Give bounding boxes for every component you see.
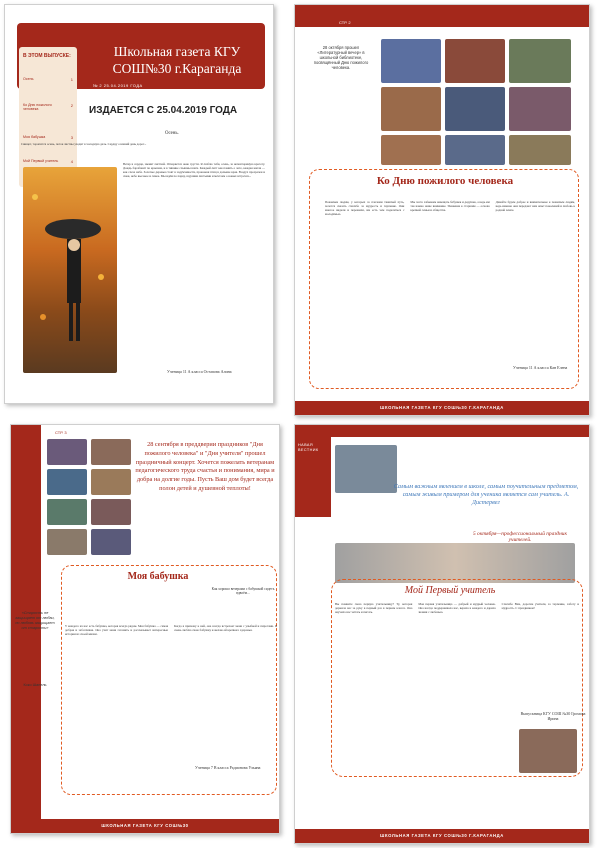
sidebar-num-4: 4 bbox=[70, 159, 73, 164]
section-heading: Моя бабушка bbox=[127, 571, 189, 582]
newspaper-page-1 bbox=[4, 4, 274, 404]
event-photo-6 bbox=[509, 87, 571, 131]
newspaper-page-4 bbox=[294, 424, 590, 844]
section-heading: Мой Первый учитель bbox=[404, 585, 496, 596]
event-headline: 28 сентября в преддверии праздников "Дня пожилого человека" и "Дня учителя" прошел праздничный концерт. Хочется пожелать ветеранам педагогического труда счастья и понимания, мира и добра на долгие годы. Пусть Ваш дом будет всегда полон детей и душевной теплоты! bbox=[135, 441, 275, 492]
sidebar-item-4: Мой Первый учитель bbox=[23, 159, 59, 163]
event-photo-7 bbox=[381, 135, 441, 165]
sidebar-title: В ЭТОМ ВЫПУСКЕ: bbox=[23, 53, 71, 59]
sidebar-num-3: 3 bbox=[70, 135, 73, 140]
article-frame bbox=[61, 565, 277, 795]
page-footer: ШКОЛЬНАЯ ГАЗЕТА КГУ СОШ№30 Г.КАРАГАНДА bbox=[295, 829, 589, 843]
column-1: У каждого из нас есть бабушка, которая всегда рядом. Моя бабушка — самая добрая и заботливая. Она учит меня готовить и рассказывает интересные истории из своей жизни. bbox=[65, 624, 168, 636]
quote-author: Коко Шанель bbox=[23, 683, 47, 687]
sidebar-item-3: Моя бабушка bbox=[23, 135, 46, 139]
concert-photo-4 bbox=[91, 469, 131, 495]
author-signature: Выпускница КГУ СОШ №30 Громова Ирина bbox=[520, 711, 586, 721]
section-heading: Ко Дню пожилого человека bbox=[376, 175, 514, 187]
event-photo-5 bbox=[445, 87, 505, 131]
concert-photo-8 bbox=[91, 529, 131, 555]
column-2: Моя первая учительница — добрый и мудрый человек. Она всегда поддерживала нас, верила в каждого и дарила знания с любовью. bbox=[418, 602, 496, 614]
issue-date: № 2 25.04.2019 ГОДА bbox=[93, 83, 143, 88]
author-signature: Ученица 11 А класса Кан Елена bbox=[513, 365, 568, 370]
column-2: Мы часто забываем навещать бабушек и дедушек, а ведь им так важно наше внимание. Уважение к старшим — основа крепкой семьи и общества. bbox=[410, 200, 490, 212]
teachers-photo bbox=[335, 445, 397, 493]
sidebar-item-2: Ко Дню пожилого человека bbox=[23, 103, 52, 112]
event-photo-3 bbox=[509, 39, 571, 83]
article-lead: Свищет, торопится осень, поток листвы уходит в холодную даль. Сердцу осенний день дорог... bbox=[21, 142, 147, 146]
article-title: Осень. bbox=[165, 131, 179, 136]
autumn-photo bbox=[23, 167, 117, 373]
section-label: НАВАЯ ВЕСТНИК bbox=[298, 443, 319, 452]
quote-text: «Старость не защищает от любви, но любовь защищает от старости» bbox=[15, 611, 55, 630]
issue-contents-sidebar bbox=[19, 47, 77, 187]
event-photo-4 bbox=[381, 87, 441, 131]
concert-photo-3 bbox=[47, 469, 87, 495]
event-photo-1 bbox=[381, 39, 441, 83]
page-footer: ШКОЛЬНАЯ ГАЗЕТА КГУ СОШ№30 Г.КАРАГАНДА bbox=[295, 401, 589, 415]
author-signature: Ученица 11 А класса Остапова Алина bbox=[167, 369, 232, 374]
group-photo bbox=[335, 543, 575, 583]
concert-photo-1 bbox=[47, 439, 87, 465]
event-photo-2 bbox=[445, 39, 505, 83]
concert-photo-2 bbox=[91, 439, 131, 465]
sidebar-num-2: 2 bbox=[70, 103, 73, 108]
article-body: Ветер в сердце, звенит листвой. Отворяется окно грусти. Я люблю тебя, осень, за неповторимую красоту. Дождь барабанит по крышам, и в тишине слышны шаги. Каждый лист как память о лете, каждая капля — как слеза неба. Золотые деревья стоят в задумчивости, провожая птиц в дальние края. Воздух прозрачен и свеж, небо высокое и синее. Мы идём по парку, шуршим листьями и мечтаем о новых встречах... bbox=[123, 162, 265, 178]
headline: ИЗДАЕТСЯ С 25.04.2019 ГОДА bbox=[89, 105, 238, 116]
column-2: Когда я прихожу к ней, она всегда встречает меня с улыбкой и пирогами. Я очень люблю свою бабушку и желаю ей крепкого здоровья. bbox=[174, 624, 277, 632]
page-footer: ШКОЛЬНАЯ ГАЗЕТА КГУ СОШ№30 bbox=[11, 819, 279, 833]
concert-photo-6 bbox=[91, 499, 131, 525]
article-columns bbox=[325, 201, 575, 217]
article-columns bbox=[335, 603, 579, 615]
intro-text: 28 октября прошел «Литературный вечер» в школьной библиотеке, посвящённый Дню пожилого человека. bbox=[313, 45, 369, 70]
column-3: Давайте будем добрее и внимательнее к пожилым людям, ведь именно они передают нам опыт поколений и любовь к родной земле. bbox=[495, 200, 575, 212]
newspaper-page-2 bbox=[294, 4, 590, 416]
epigraph-quote: Самым важным явлением в школе, самым поучительным предметом, самым живым примером для ученика является сам учитель. А. Дистервег bbox=[393, 483, 579, 506]
page-label: СТР. 3 bbox=[55, 430, 67, 435]
column-3: Спасибо Вам, дорогие учителя, за терпение, заботу и мудрость. С праздником! bbox=[501, 602, 579, 610]
top-bar bbox=[295, 425, 589, 437]
newspaper-title: Школьная газета КГУ СОШ№30 г.Караганда bbox=[112, 44, 242, 76]
author-signature: Ученица 7 В класса Радионова Ульяна bbox=[195, 765, 261, 770]
teacher-portrait bbox=[519, 729, 577, 773]
page-label: СТР. 2 bbox=[339, 20, 351, 25]
concert-photo-7 bbox=[47, 529, 87, 555]
sidebar-item-1: Осень bbox=[23, 77, 34, 81]
event-photo-9 bbox=[509, 135, 571, 165]
holiday-subheading: 5 октября—профессиональный праздник учителей. bbox=[473, 531, 567, 543]
sidebar-num-1: 1 bbox=[70, 77, 73, 82]
event-photo-8 bbox=[445, 135, 505, 165]
article-columns bbox=[65, 625, 277, 637]
column-1: Пожилым людям, у которых за плечами тяжёлый путь, хочется сказать спасибо за мудрость и терпение. Они многое видели и пережили, им есть чем поделиться с молодёжью. bbox=[325, 200, 405, 216]
poem-excerpt: Как хорошо вечерами с бабушкой сидеть вдвоём... bbox=[211, 587, 275, 596]
newspaper-page-3 bbox=[10, 424, 280, 834]
concert-photo-5 bbox=[47, 499, 87, 525]
column-1: Вы помните свою первую учительницу? Ту, которая держала вас за руку в первый раз в первом классе. Она научила нас читать и писать. bbox=[335, 602, 413, 614]
